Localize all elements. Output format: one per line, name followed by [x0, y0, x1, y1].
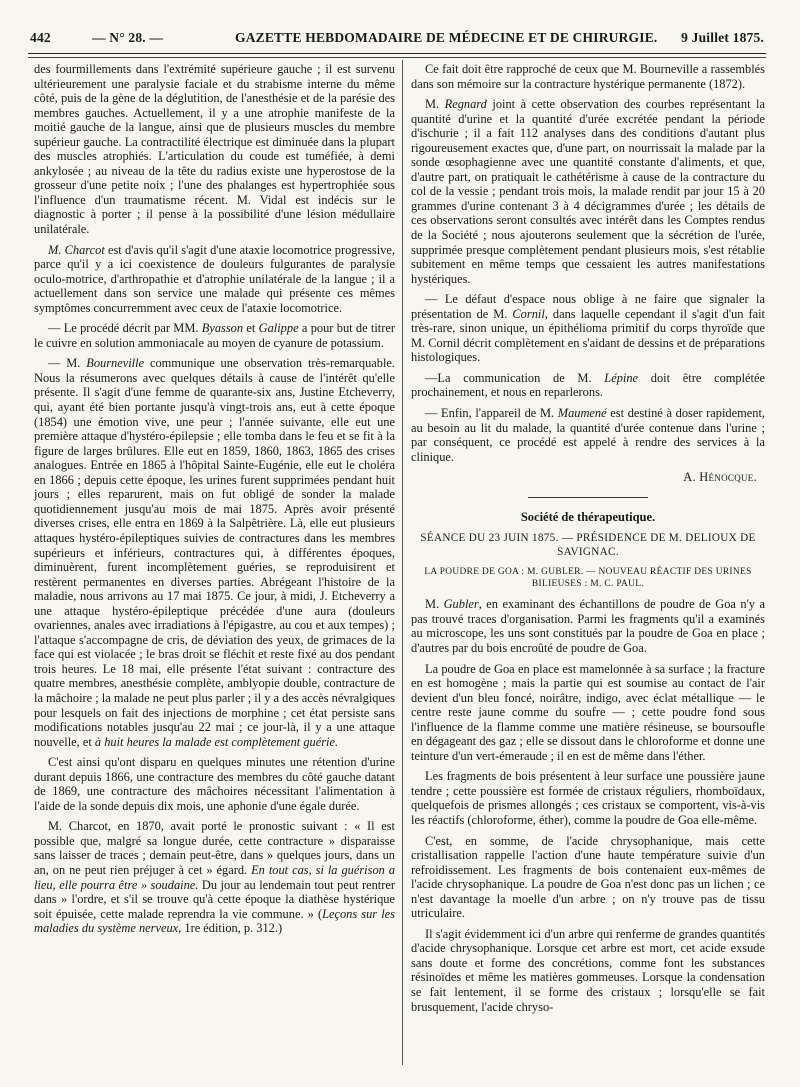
paragraph: — Enfin, l'appareil de M. Maumené est destiné à doser rapidement, au besoin au lit du malade, la quantité d'urée contenue dans l'urine ; par conséquent, ce procédé est appelé à rendre des services à la clinique. [411, 406, 765, 464]
session-line: SÉANCE DU 23 JUIN 1875. — PRÉSIDENCE DE M. DELIOUX DE SAVIGNAC. [420, 532, 756, 558]
paragraph: C'est ainsi qu'ont disparu en quelques minutes une rétention d'urine durant depuis 1866, une contracture des membres du côté gauche datant de 1869, une contracture des mâchoires nécessitant l'alimentation à l'aide de la sonde depuis dix mois, une aphonie d'une égale durée. [34, 755, 395, 813]
issue-number: — N° 28. — [92, 30, 164, 45]
journal-title: GAZETTE HEBDOMADAIRE DE MÉDECINE ET DE CHIRURGIE. [235, 30, 658, 45]
person-name: Lépine [604, 370, 639, 385]
person-name: Bourneville [86, 356, 145, 371]
paragraph: M. Charcot est d'avis qu'il s'agit d'une ataxie locomotrice progressive, parce qu'il y a ici coexistence de douleurs fulgurantes de paralysie oculo-motrice, d'arthropathie et d'atrophie unilatérale de la langue ; il a actuellement dans son service une malade qui présente ces mêmes symptômes concurremment avec ceux de l'ataxie locomotrice. [34, 242, 395, 315]
person-name: Cornil [512, 306, 545, 321]
paragraph: M. Gubler, en examinant des échantillons de poudre de Goa n'y a pas trouvé traces d'organisation. Parmi les fragments qu'il a examinés au microscope, les uns sont constitués par la poudre de Goa en place ; d'autres par du bois encroûté de poudre de Goa. [411, 597, 765, 655]
paragraph: — Le défaut d'espace nous oblige à ne faire que signaler la présentation de M. Cornil, dans laquelle cependant il s'agit d'un fait très-rare, sinon unique, un épithélioma primitif du corps thyroïde que M. Cornil décrit complètement en s'aidant de dessins et de préparations histologiques. [411, 292, 765, 365]
issue-date: 9 Juillet 1875. [681, 30, 764, 45]
paragraph: La poudre de Goa en place est mamelonnée à sa surface ; la fracture en est homogène ; mais la partie qui est soumise au contact de l'air devient d'un bleu foncé, noirâtre, indigo, avec éclat métallique — le centre reste jaune comme du soufre — ; cette poudre fond sous l'influence de la flamme comme une matière résineuse, se boursoufle en dégageant des gaz ; elle se dissout dans le chloroforme et donne une teinture d'un vert-émeraude ; il en est de même dans l'éther. [411, 661, 765, 763]
paragraph: — Le procédé décrit par MM. Byasson et Galippe a pour but de titrer le cuivre en solution ammoniacale au moyen de cyanure de potassium. [34, 321, 395, 350]
paragraph: Ce fait doit être rapproché de ceux que M. Bourneville a rassemblés dans son mémoire sur la contracture hystérique permanente (1872). [411, 62, 765, 91]
paragraph: Il s'agit évidemment ici d'un arbre qui renferme de grandes quantités d'acide chrysophanique. Lorsque cet arbre est mort, cet acide exsude sans doute et forme des concrétions, comme font les substances résinoïdes et même les matières gommeuses. Lorsque la condensation se fait lentement, il se forme des cristaux ; lorsqu'elle se fait brusquement, l'acide chryso- [411, 926, 765, 1014]
paragraph: Les fragments de bois présentent à leur surface une poussière jaune tendre ; cette poussière est formée de cristaux réguliers, rhomboïdaux, quelquefois de prismes allongés ; ces cristaux se comportent, vis-à-vis les réactifs (chloroforme, éther), comme la poudre de Goa elle-même. [411, 769, 765, 827]
person-name: Galippe [258, 321, 299, 336]
person-name: Gubler [443, 597, 479, 612]
header-rule [28, 53, 766, 58]
person-name: Maumené [557, 406, 607, 421]
paragraph: —La communication de M. Lépine doit être complétée prochainement, et nous en reparlerons. [411, 370, 765, 400]
running-head [30, 30, 764, 50]
person-name: M. Charcot [48, 242, 105, 257]
paragraph: M. Charcot, en 1870, avait porté le pronostic suivant : « Il est possible que, malgré sa longue durée, cette contracture » disparaisse sans laisser de traces ; demain peut-être, dans » quelques jours, dans un an, on ne peut rien préjuger à cet » égard. En tout cas, si la guérison a lieu, elle pourra être » soudaine. Du jour au lendemain tout peut rentrer dans » l'ordre, et s'il se trouve qu'à cette époque la diathèse hystérique soit épuisée, cette malade reprendra la vie commune. » (Leçons sur les maladies du système nerveux, 1re édition, p. 312.) [34, 819, 396, 936]
section-separator [528, 497, 648, 498]
citation-title: Leçons sur les maladies du système nerveux, [34, 906, 395, 936]
italic-text: à huit heures la malade est complètement guérie. [94, 734, 339, 749]
signature: A. Hénocque. [683, 470, 757, 485]
italic-text: En tout cas, si la guérison a lieu, elle pourra être » soudaine. [34, 862, 395, 892]
person-name: Byasson [201, 321, 244, 336]
page-number: 442 [30, 30, 51, 45]
paragraph: — M. Bourneville communique une observation très-remarquable. Nous la résumerons avec quelques détails à cause de l'intérêt qu'elle présente. Il s'agit d'une femme de quarante-six ans, Justine Etcheverry, qui, ayant été bien portante jusqu'à vingt-trois ans, eut à cette époque (1854) une émotion vive, une peur ; l'année suivante, elle eut une première attaque d'hystéro-épilepsie ; elle tomba dans le feu et se fit à la figure de larges brûlures. Elle eut en 1859, 1860, 1863, 1865 des crises analogues. Entrée en 1865 à l'hôpital Sainte-Eugénie, elle eut le choléra en 1866 ; depuis cette époque, les urines furent supprimées pendant huit jours ; elles reparurent, mais on fut obligé de sonder la malade quotidiennement jusqu'au mois de mai 1875. Après avoir présenté diverses crises, elle entra en 1869 à la Salpêtrière. Là, elle eut plusieurs attaques hystéro-épileptiques suivies de contractures dans les membres supérieurs et inférieurs, contractures qui, à différentes époques, diminuèrent, furent incomplètement guéries, se reproduisirent et restèrent permanentes en diverses parties. Abrégeant l'histoire de la maladie, nous arrivons au 17 mai 1875. Ce jour, à midi, J. Etcheverry a une attaque hystéro-épileptique précédée d'une aura (douleurs ovariennes, anales avec irradiations à l'épigastre, au cou et aux tempes) ; l'attaque s'accompagne de cris, de déviation des yeux, de grimaces de la face qui est violacée ; le bras droit se fléchit et reste fixé au dos pendant trois heures. Le 18 mai, elle présente l'état suivant : contracture des quatre membres, anesthésie complète, amblyopie double, contracture de la mâchoire ; la malade ne peut plus parler ; il y a des accès névralgiques pour lesquels on fait des injections de morphine ; cet état persiste sans modifications notables jusqu'au 22 mai ; ce jour-là, il y a une attaque nouvelle, et à huit heures la malade est complètement guérie. [34, 356, 395, 749]
section-title: Société de thérapeutique. [520, 509, 656, 524]
left-column [34, 62, 395, 942]
paragraph: M. Regnard joint à cette observation des courbes représentant la quantité d'urine et la quantité d'urée excrétée pendant la période d'ischurie ; il a fait 112 analyses dans des conditions d'autant plus rigoureusement exactes que, d'une part, on nourrissait la malade par la sonde œsophagienne avec une quantité constante d'aliments, et que, d'autre part, on pratiquait le cathétérisme à cause de la contracture du col de la vessie ; pendant trois mois, la malade rendit par jour 15 à 20 grammes d'urine contenant 3 à 4 décigrammes d'urée ; les détails de ces observations seront consultés avec intérêt dans les Comptes rendus de la Société ; nous ajouterons seulement que la sécrétion de l'urée, supprimée presque complètement pendant plusieurs mois, s'est rétablie subitement en même temps que cessaient les autres manifestations hystériques. [411, 97, 765, 286]
session-topics: LA POUDRE DE GOA : M. GUBLER. — NOUVEAU RÉACTIF DES URINES BILIEUSES : M. C. PAUL. [424, 567, 752, 590]
person-name: Regnard [444, 97, 487, 112]
paragraph: C'est, en somme, de l'acide chrysophanique, mais cette cristallisation rappelle l'action d'une haute température suivie d'un refroidissement. Les fragments de bois contenaient eux-mêmes de l'acide chrysophanique. La poudre de Goa n'est donc pas un lichen ; ce n'est davantage la moelle d'un arbre ; on n'y trouve pas de tissu utriculaire. [411, 833, 765, 921]
paragraph: des fourmillements dans l'extrémité supérieure gauche ; il est survenu ultérieurement une paralysie faciale et du strabisme interne du même côté, puis de la gène de la déglutition, de l'anesthésie et de la parésie des membres gauches. Actuellement, il y a une atrophie manifeste de la moitié gauche de la langue, ainsi que de plusieurs muscles du membre supérieur gauche. La contractilité électrique est diminuée dans la plupart des muscles atrophiés. L'articulation du coude est tuméfiée, à demi ankylosée ; au niveau de la tête du radius existe une hyperostose de la grosseur d'une petite noix ; l'une des phalanges est hypertrophiée sous l'influence d'un traumatisme récent. M. Vidal est indécis sur le diagnostic à porter ; il pense à la possibilité d'une lésion médullaire unilatérale. [34, 62, 395, 237]
column-divider [402, 60, 403, 1065]
right-column [411, 62, 765, 1020]
